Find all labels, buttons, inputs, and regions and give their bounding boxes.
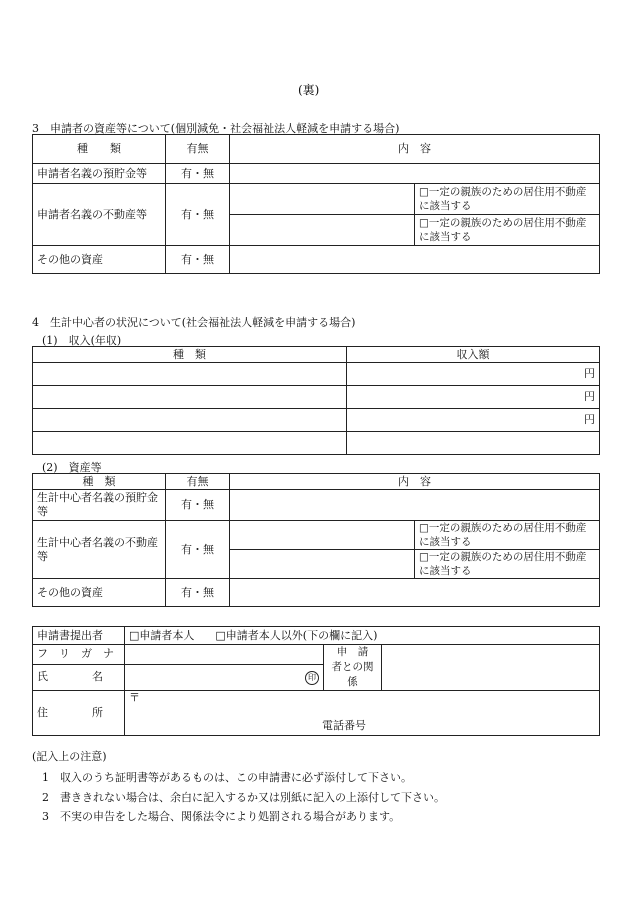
assets-col-type: 種 類: [33, 474, 166, 490]
note-3: 3 不実の申告をした場合、関係法令により処罰される場合があります。: [42, 810, 401, 823]
row-realestate-type: 申請者名義の不動産等: [33, 184, 166, 246]
opt-applicant-self[interactable]: □申請者本人: [129, 628, 195, 642]
income-table: [32, 346, 600, 455]
income-amount-1[interactable]: 円: [347, 363, 600, 386]
name-field[interactable]: [125, 664, 324, 690]
income-amount-3[interactable]: 円: [347, 409, 600, 432]
phone-label: 電話番号: [322, 719, 366, 732]
income-subtitle: (1) 収入(年収): [42, 334, 122, 347]
assets-col-content: 内 容: [230, 474, 600, 490]
note-1: 1 収入のうち証明書等があるものは、この申請書に必ず添付して下さい。: [42, 771, 412, 784]
income-col-type: 種 類: [33, 347, 347, 363]
address-label: 住 所: [33, 691, 125, 736]
row-other-content[interactable]: [230, 246, 600, 274]
row-deposit-yn[interactable]: 有・無: [166, 164, 230, 184]
hh-realestate-content-2[interactable]: [230, 550, 415, 579]
page-label: (裏): [298, 83, 320, 97]
seal-mark: 印: [305, 671, 319, 685]
row-realestate-content-2[interactable]: [230, 215, 415, 246]
income-type-4[interactable]: [33, 432, 347, 455]
row-deposit-type: 申請者名義の預貯金等: [33, 164, 166, 184]
hh-realestate-yn[interactable]: 有・無: [166, 521, 230, 579]
hh-residential-check-1[interactable]: □一定の親族のための居住用不動産に該当する: [415, 521, 600, 550]
hh-deposit-type: 生計中心者名義の預貯金等: [33, 490, 166, 521]
hh-other-yn[interactable]: 有・無: [166, 579, 230, 607]
note-2: 2 書ききれない場合は、余白に記入するか又は別紙に記入の上添付して下さい。: [42, 791, 445, 804]
hh-other-type: その他の資産: [33, 579, 166, 607]
residential-check-2[interactable]: □一定の親族のための居住用不動産に該当する: [415, 215, 600, 246]
col-content: 内 容: [230, 135, 600, 164]
assets-subtitle: (2) 資産等: [42, 461, 102, 474]
row-realestate-yn[interactable]: 有・無: [166, 184, 230, 246]
hh-deposit-content[interactable]: [230, 490, 600, 521]
income-amount-2[interactable]: 円: [347, 386, 600, 409]
hh-deposit-yn[interactable]: 有・無: [166, 490, 230, 521]
address-field[interactable]: [125, 691, 600, 736]
section3-title: 3 申請者の資産等について(個別減免・社会福祉法人軽減を申請する場合): [32, 122, 400, 135]
hh-other-content[interactable]: [230, 579, 600, 607]
hh-residential-check-2[interactable]: □一定の親族のための居住用不動産に該当する: [415, 550, 600, 579]
notes-title: (記入上の注意): [32, 750, 107, 763]
col-type: 種 類: [33, 135, 166, 164]
submitter-label: 申請書提出者: [33, 627, 125, 645]
row-other-type: その他の資産: [33, 246, 166, 274]
section4-title: 4 生計中心者の状況について(社会福祉法人軽減を申請する場合): [32, 316, 356, 329]
hh-realestate-type: 生計中心者名義の不動産等: [33, 521, 166, 579]
submitter-options: [125, 627, 600, 645]
residential-check-1[interactable]: □一定の親族のための居住用不動産に該当する: [415, 184, 600, 215]
relation-field[interactable]: [382, 645, 600, 691]
income-type-1[interactable]: [33, 363, 347, 386]
furigana-label: フ リ ガ ナ: [33, 645, 125, 665]
row-deposit-content[interactable]: [230, 164, 600, 184]
applicant-assets-table: [32, 134, 600, 274]
income-amount-4[interactable]: [347, 432, 600, 455]
name-label: 氏 名: [33, 664, 125, 690]
postal-mark: 〒: [129, 691, 140, 704]
opt-other-than-applicant[interactable]: □申請者本人以外(下の欄に記入): [215, 628, 378, 642]
hh-realestate-content-1[interactable]: [230, 521, 415, 550]
row-other-yn[interactable]: 有・無: [166, 246, 230, 274]
submitter-table: [32, 626, 600, 736]
col-yn: 有無: [166, 135, 230, 164]
household-head-assets-table: [32, 473, 600, 607]
income-col-amount: 収入額: [347, 347, 600, 363]
furigana-field[interactable]: [125, 645, 324, 665]
assets-col-yn: 有無: [166, 474, 230, 490]
income-type-2[interactable]: [33, 386, 347, 409]
relation-label: 申 請 者との関係: [324, 645, 382, 691]
row-realestate-content-1[interactable]: [230, 184, 415, 215]
income-type-3[interactable]: [33, 409, 347, 432]
